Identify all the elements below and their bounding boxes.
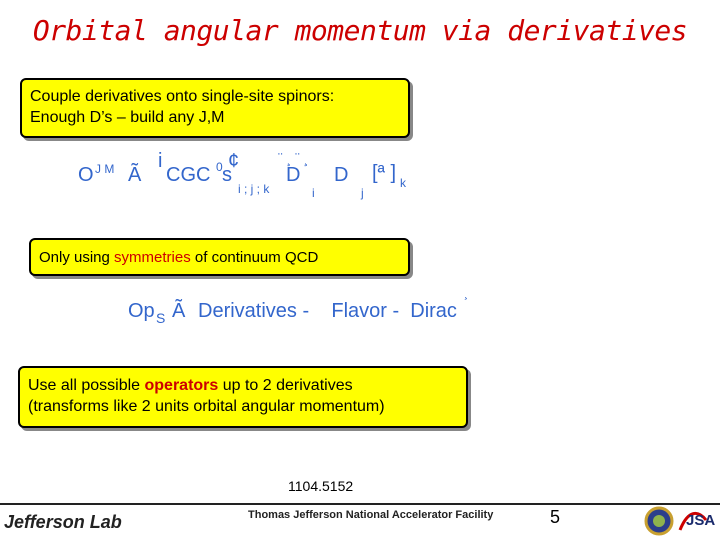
eq-D2: D bbox=[334, 164, 349, 186]
eq-cent: ¢ bbox=[228, 150, 240, 172]
eq-sup-jm: J M bbox=[95, 162, 115, 176]
eq-sub-j: j bbox=[361, 186, 364, 200]
operators-highlight: operators bbox=[144, 377, 219, 394]
eq-O: O bbox=[78, 164, 94, 186]
symmetries-pre: Only using bbox=[39, 249, 115, 266]
callout-line-1: Couple derivatives onto single-site spinors: bbox=[30, 88, 335, 105]
eq-gamma: [ª ] bbox=[372, 162, 397, 184]
eq-sub-ijk: i ; j ; k bbox=[238, 182, 270, 196]
eq-sum: i bbox=[158, 150, 163, 172]
jsa-logo bbox=[676, 506, 716, 536]
eq2-approx: Ã bbox=[172, 300, 186, 322]
eq-dots: ¨ ¸ ¨ ¸ bbox=[278, 150, 309, 166]
eq-s: s bbox=[222, 164, 232, 186]
operators-line-1 bbox=[28, 375, 458, 396]
symmetries-post: of continuum QCD bbox=[190, 249, 319, 266]
symmetries-highlight: symmetries bbox=[114, 249, 191, 266]
jsa-text: JSA bbox=[686, 512, 716, 529]
operators-pre: Use all possible bbox=[28, 377, 145, 394]
callout-derivatives bbox=[20, 78, 410, 138]
eq-approx: Ã bbox=[128, 164, 142, 186]
arxiv-reference: 1104.5152 bbox=[288, 478, 354, 494]
operators-post: up to 2 derivatives bbox=[218, 377, 353, 394]
jefferson-lab-logo: Jefferson Lab bbox=[4, 512, 122, 532]
eq2-sub-s: S bbox=[156, 310, 166, 326]
slide-title: Orbital angular momentum via derivatives bbox=[32, 14, 688, 47]
callout-operators bbox=[18, 366, 468, 428]
operator-equation bbox=[78, 150, 438, 205]
eq-sup0: 0 bbox=[216, 160, 223, 174]
callout-line-2: Enough D’s – build any J,M bbox=[30, 109, 225, 126]
eq-cgc: CGC bbox=[166, 164, 211, 186]
eq-sub-k: k bbox=[400, 176, 406, 190]
eq-sub-i: i bbox=[312, 186, 315, 200]
eq-D1: D bbox=[286, 164, 301, 186]
eq2-op: Op bbox=[128, 300, 155, 322]
eq2-mark: ¸ bbox=[464, 286, 468, 300]
footer-divider bbox=[0, 503, 720, 505]
operators-line-2: (transforms like 2 units orbital angular momentum) bbox=[28, 398, 385, 415]
eq2-rest: Derivatives - Flavor - Dirac bbox=[198, 300, 457, 322]
facility-name: Thomas Jefferson National Accelerator Facility bbox=[248, 509, 494, 521]
callout-symmetries bbox=[29, 238, 410, 276]
classification-equation bbox=[128, 288, 478, 328]
doe-seal-icon bbox=[644, 506, 674, 536]
page-number: 5 bbox=[550, 507, 561, 527]
